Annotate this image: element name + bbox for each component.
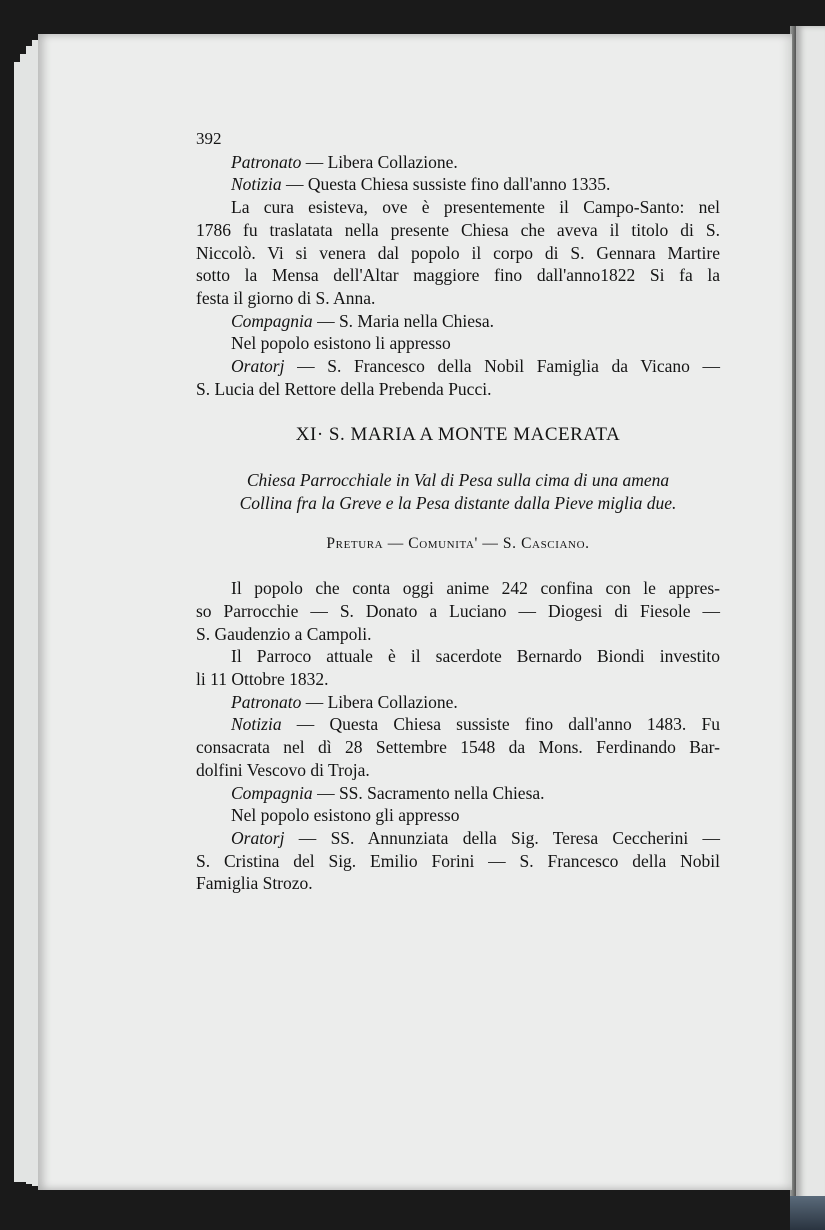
oratorj-label: Oratorj: [231, 356, 285, 377]
patronato-text: — Libera Collazione.: [301, 691, 458, 712]
subtitle-line: Collina fra la Greve e la Pesa distante dalla Pieve miglia due.: [239, 492, 677, 513]
body-line: dolfini Vescovo di Troja.: [196, 759, 370, 780]
body-line: Il popolo che conta oggi anime 242 confina con le appres-: [231, 578, 720, 599]
body-line: S. Gaudenzio a Campoli.: [196, 623, 372, 644]
compagnia-text: — S. Maria nella Chiesa.: [312, 310, 494, 331]
oratorj-label: Oratorj: [231, 827, 285, 848]
body-line: Famiglia Strozo.: [196, 873, 313, 894]
body-line: Niccolò. Vi si venera dal popolo il corpo di S. Gennara Martire: [196, 242, 720, 263]
section-heading: XI· S. MARIA A MONTE MACERATA: [295, 424, 621, 446]
popolo-line: Nel popolo esistono li appresso: [231, 333, 451, 354]
body-line: consacrata nel dì 28 Settembre 1548 da Mons. Ferdinando Bar-: [196, 737, 720, 758]
notizia-text: — Questa Chiesa sussiste fino dall'anno 1483. Fu: [281, 714, 720, 735]
book-clip: [790, 1196, 825, 1230]
facing-page-edge: [796, 26, 825, 1204]
body-line: S. Cristina del Sig. Emilio Forini — S. Francesco della Nobil: [196, 850, 720, 871]
patronato-line: [196, 151, 720, 174]
pretura-line: Pretura — Comunita' — S. Casciano.: [326, 534, 590, 552]
notizia-label: Notizia: [231, 174, 282, 195]
oratorj-line-2: S. Lucia del Rettore della Prebenda Pucci.: [196, 378, 492, 399]
notizia-label: Notizia: [231, 714, 282, 735]
body-line: 1786 fu traslatata nella presente Chiesa che aveva il titolo di S.: [196, 219, 720, 240]
body-line: sotto la Mensa dell'Altar maggiore fino dall'anno1822 Si fa la: [196, 265, 720, 286]
notizia-text: — Questa Chiesa sussiste fino dall'anno 1335.: [281, 174, 611, 195]
compagnia-line: [196, 782, 720, 805]
compagnia-label: Compagnia: [231, 310, 313, 331]
body-line: La cura esisteva, ove è presentemente il Campo-Santo: nel: [231, 197, 720, 218]
compagnia-text: — SS. Sacramento nella Chiesa.: [312, 782, 545, 803]
patronato-label: Patronato: [231, 151, 302, 172]
patronato-label: Patronato: [231, 691, 302, 712]
oratorj-line: [196, 827, 720, 850]
body-line: festa il giorno di S. Anna.: [196, 287, 376, 308]
page-number: 392: [196, 129, 222, 148]
patronato-line: [196, 691, 720, 714]
body-line: so Parrocchie — S. Donato a Luciano — Diogesi di Fiesole —: [196, 600, 720, 621]
page-text: [196, 128, 720, 895]
compagnia-label: Compagnia: [231, 782, 313, 803]
notizia-line: [196, 173, 720, 196]
oratorj-text: — S. Francesco della Nobil Famiglia da Vicano —: [284, 356, 720, 377]
popolo-line: Nel popolo esistono gli appresso: [231, 805, 460, 826]
subtitle-line: Chiesa Parrocchiale in Val di Pesa sulla cima di una amena: [246, 470, 670, 491]
body-line: Il Parroco attuale è il sacerdote Bernardo Biondi investito: [231, 646, 720, 667]
notizia-line: [196, 713, 720, 736]
body-line: li 11 Ottobre 1832.: [196, 669, 329, 690]
compagnia-line: [196, 310, 720, 333]
oratorj-text: — SS. Annunziata della Sig. Teresa Ceccherini —: [284, 827, 720, 848]
oratorj-line: [196, 355, 720, 378]
patronato-text: — Libera Collazione.: [301, 151, 458, 172]
